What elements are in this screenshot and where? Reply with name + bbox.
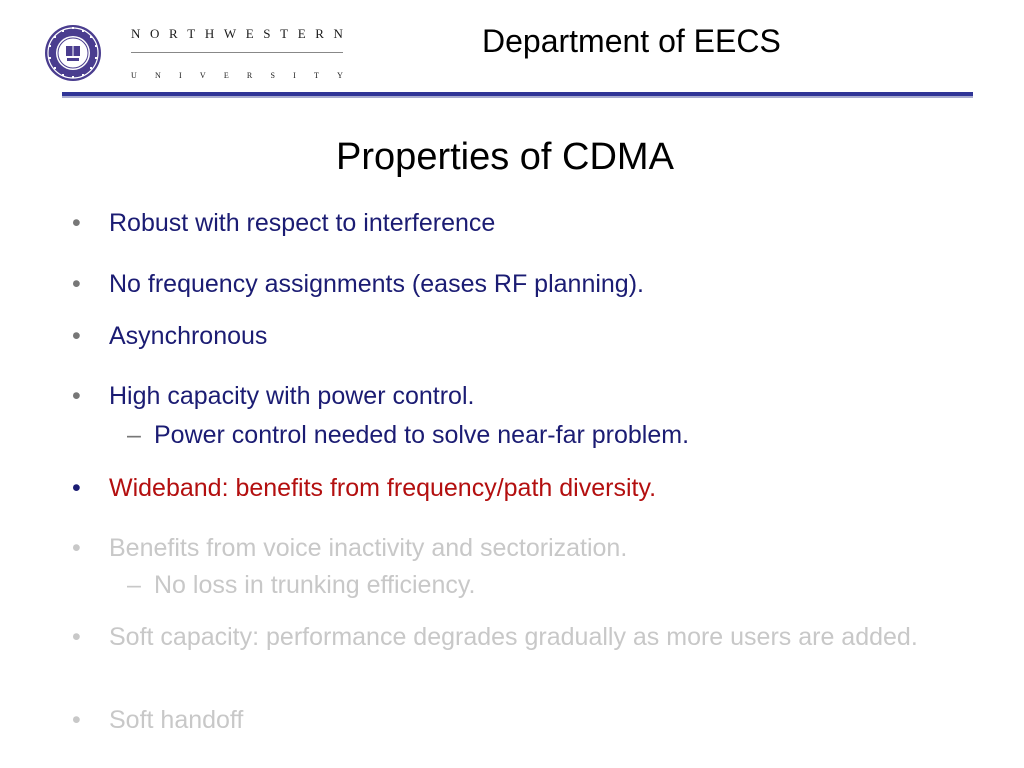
- wordmark-letter: T: [187, 26, 196, 41]
- wordmark-divider: [131, 52, 343, 53]
- wordmark-letter: T: [314, 71, 319, 80]
- wordmark-letter: E: [245, 26, 254, 41]
- wordmark-letter: V: [199, 71, 206, 80]
- bullet-marker: •: [72, 209, 81, 237]
- sub-bullet-text: Power control needed to solve near-far problem.: [154, 421, 690, 449]
- wordmark-letter: I: [178, 71, 182, 80]
- wordmark-letter: H: [204, 26, 215, 41]
- bullet-text: Asynchronous: [109, 322, 268, 350]
- wordmark-university: [131, 71, 343, 80]
- wordmark-letter: U: [131, 71, 137, 80]
- wordmark-letter: O: [150, 26, 160, 41]
- wordmark-letter: N: [154, 71, 161, 80]
- wordmark-letter: E: [297, 26, 306, 41]
- wordmark-letter: N: [131, 26, 141, 41]
- wordmark-letter: R: [315, 26, 324, 41]
- university-seal-logo: [44, 24, 102, 82]
- bullet-marker: •: [72, 706, 81, 734]
- bullet-text: No frequency assignments (eases RF planning).: [109, 270, 644, 298]
- bullet-text: Wideband: benefits from frequency/path diversity.: [109, 474, 657, 502]
- bullet-marker: •: [72, 382, 81, 410]
- department-title: Department of EECS: [482, 23, 781, 59]
- bullet-marker: •: [72, 270, 81, 298]
- wordmark-letter: Y: [337, 71, 343, 80]
- wordmark-letter: E: [223, 71, 229, 80]
- wordmark-letter: N: [333, 26, 343, 41]
- bullet-text: Soft capacity: performance degrades gradually as more users are added.: [109, 623, 918, 651]
- wordmark-letter: R: [246, 71, 253, 80]
- slide-title: Properties of CDMA: [336, 136, 674, 178]
- wordmark-letter: W: [223, 26, 237, 41]
- bullet-text: High capacity with power control.: [109, 382, 475, 410]
- bullet-text: Benefits from voice inactivity and sectorization.: [109, 534, 628, 562]
- wordmark-northwestern: [131, 26, 343, 42]
- header-divider-shadow: [62, 96, 973, 98]
- bullet-text: Robust with respect to interference: [109, 209, 496, 237]
- sub-bullet-marker: –: [127, 571, 141, 599]
- wordmark-letter: T: [280, 26, 289, 41]
- wordmark-letter: R: [169, 26, 178, 41]
- sub-bullet-marker: –: [127, 421, 141, 449]
- bullet-text: Soft handoff: [109, 706, 244, 734]
- wordmark-letter: S: [263, 26, 271, 41]
- wordmark-letter: S: [270, 71, 275, 80]
- wordmark-letter: I: [293, 71, 296, 80]
- sub-bullet-text: No loss in trunking efficiency.: [154, 571, 476, 599]
- bullet-marker: •: [72, 322, 81, 350]
- bullet-marker: •: [72, 534, 81, 562]
- bullet-marker: •: [72, 474, 81, 502]
- bullet-marker: •: [72, 623, 81, 651]
